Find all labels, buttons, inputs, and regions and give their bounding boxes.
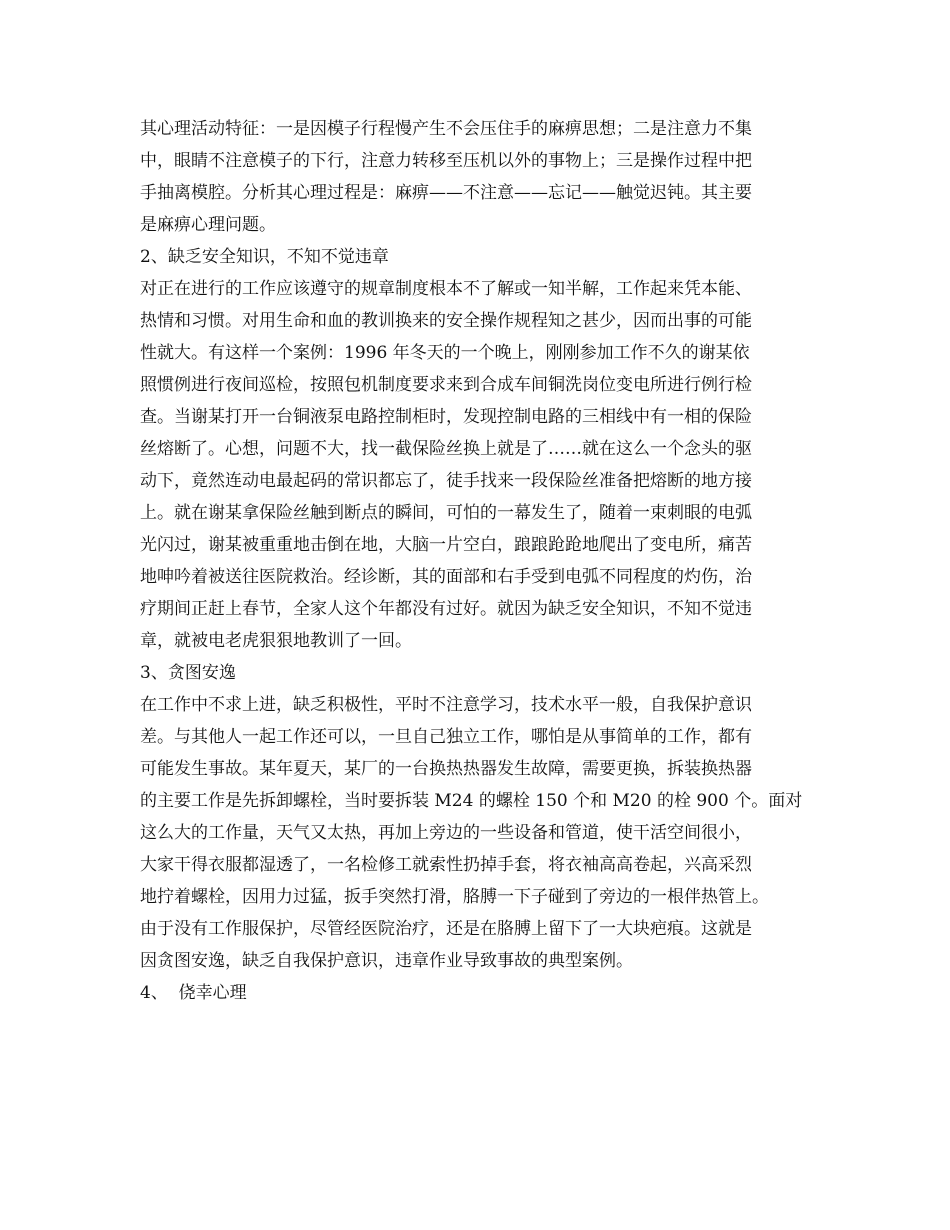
text-line: 是麻痹心理问题。 bbox=[140, 215, 276, 235]
text-line: 上。就在谢某拿保险丝触到断点的瞬间，可怕的一幕发生了，随着一束刺眼的电弧 bbox=[140, 503, 752, 523]
text-line: 查。当谢某打开一台铜液泵电路控制柜时，发现控制电路的三相线中有一相的保险 bbox=[140, 407, 752, 427]
text-line: 性就大。有这样一个案例：1996 年冬天的一个晚上，刚刚参加工作不久的谢某依 bbox=[140, 343, 750, 363]
section-heading-4: 4、 侥幸心理 bbox=[140, 983, 247, 1003]
text-line: 由于没有工作服保护，尽管经医院治疗，还是在胳膊上留下了一大块疤痕。这就是 bbox=[140, 919, 752, 939]
text-line: 地拧着螺栓，因用力过猛，扳手突然打滑，胳膊一下子碰到了旁边的一根伴热管上。 bbox=[140, 887, 769, 907]
text-line: 差。与其他人一起工作还可以，一旦自己独立工作，哪怕是从事简单的工作，都有 bbox=[140, 727, 752, 747]
paragraph-complacency bbox=[140, 689, 830, 977]
text-line: 手抽离模腔。分析其心理过程是：麻痹——不注意——忘记——触觉迟钝。其主要 bbox=[140, 183, 752, 203]
text-line: 照惯例进行夜间巡检，按照包机制度要求来到合成车间铜洗岗位变电所进行例行检 bbox=[140, 375, 752, 395]
text-line: 光闪过，谢某被重重地击倒在地，大脑一片空白，踉踉跄跄地爬出了变电所，痛苦 bbox=[140, 535, 752, 555]
text-line: 中，眼睛不注意模子的下行，注意力转移至压机以外的事物上；三是操作过程中把 bbox=[140, 151, 752, 171]
text-line: 在工作中不求上进，缺乏积极性，平时不注意学习，技术水平一般，自我保护意识 bbox=[140, 695, 752, 715]
text-line: 大家干得衣服都湿透了，一名检修工就索性扔掉手套，将衣袖高高卷起，兴高采烈 bbox=[140, 855, 752, 875]
text-line: 丝熔断了。心想，问题不大，找一截保险丝换上就是了……就在这么一个念头的驱 bbox=[140, 439, 752, 459]
document-body bbox=[140, 113, 830, 1009]
text-line: 可能发生事故。某年夏天，某厂的一台换热热器发生故障，需要更换，拆装换热器 bbox=[140, 759, 752, 779]
text-line: 热情和习惯。对用生命和血的教训换来的安全操作规程知之甚少，因而出事的可能 bbox=[140, 311, 752, 331]
text-line: 这么大的工作量，天气又太热，再加上旁边的一些设备和管道，使干活空间很小， bbox=[140, 823, 752, 843]
text-line: 因贪图安逸，缺乏自我保护意识，违章作业导致事故的典型案例。 bbox=[140, 951, 633, 971]
text-line: 疗期间正赶上春节，全家人这个年都没有过好。就因为缺乏安全知识，不知不觉违 bbox=[140, 599, 752, 619]
paragraph-mental-traits bbox=[140, 113, 830, 241]
text-line: 动下，竟然连动电最起码的常识都忘了，徒手找来一段保险丝准备把熔断的地方接 bbox=[140, 471, 752, 491]
section-heading-3: 3、贪图安逸 bbox=[140, 663, 236, 683]
section-heading-2: 2、缺乏安全知识，不知不觉违章 bbox=[140, 247, 389, 267]
text-line: 章，就被电老虎狠狠地教训了一回。 bbox=[140, 631, 412, 651]
text-line: 其心理活动特征：一是因模子行程慢产生不会压住手的麻痹思想；二是注意力不集 bbox=[140, 119, 752, 139]
text-line: 地呻吟着被送往医院救治。经诊断，其的面部和右手受到电弧不同程度的灼伤，治 bbox=[140, 567, 752, 587]
text-line: 对正在进行的工作应该遵守的规章制度根本不了解或一知半解，工作起来凭本能、 bbox=[140, 279, 752, 299]
paragraph-lack-of-knowledge bbox=[140, 273, 830, 657]
text-line: 的主要工作是先拆卸螺栓，当时要拆装 M24 的螺栓 150 个和 M20 的栓 900 个。面对 bbox=[140, 791, 803, 811]
